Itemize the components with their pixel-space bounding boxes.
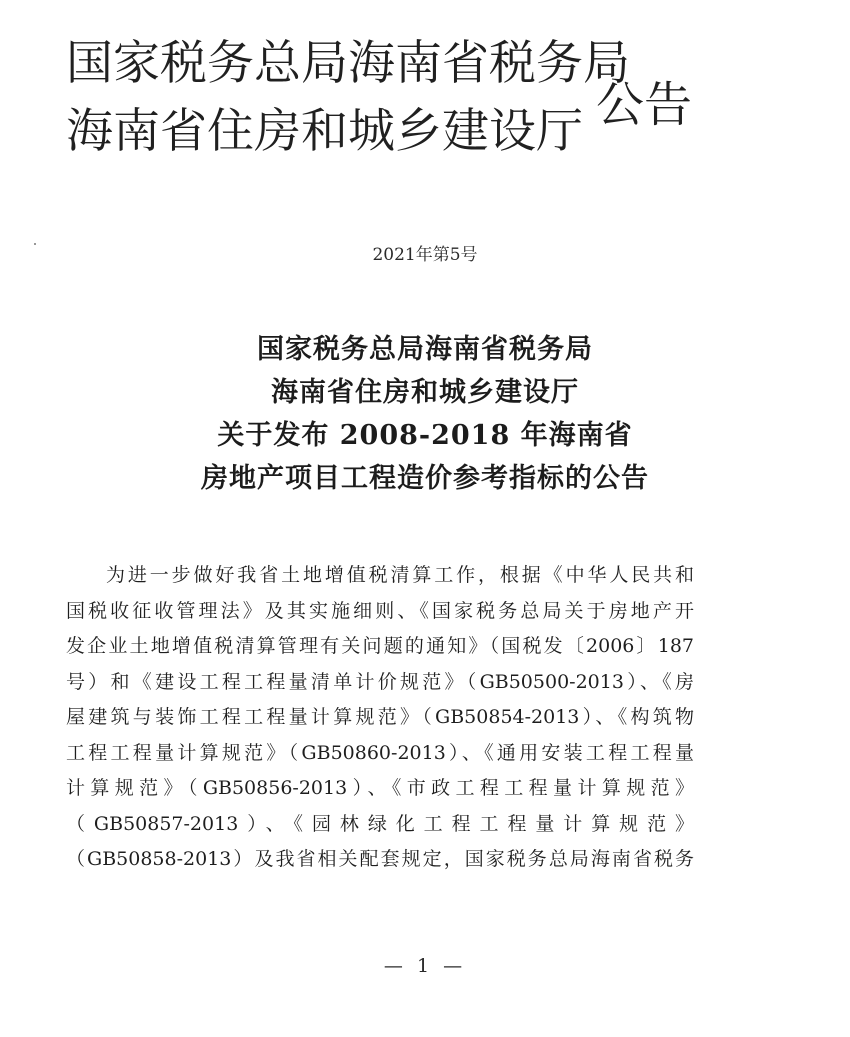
body-line: 发企业土地增值税清算管理有关问题的通知》（国税发〔2006〕187 (66, 635, 694, 657)
title-line: 房地产项目工程造价参考指标的公告 (201, 463, 649, 494)
agency-tax-bureau: 国家税务总局海南省税务局 (66, 36, 630, 91)
body-line: 号）和《建设工程工程量清单计价规范》（GB50500-2013）、《房 (66, 670, 694, 693)
body-line: 工程工程量计算规范》（GB50860-2013）、《通用安装工程工程量 (66, 741, 694, 764)
title-line: 关于发布 2008-2018 年海南省 (217, 420, 633, 451)
body-line: 国税收征收管理法》及其实施细则、《国家税务总局关于房地产开 (66, 599, 694, 622)
agency-housing-department: 海南省住房和城乡建设厅 (66, 104, 583, 159)
body-line: 为进一步做好我省土地增值税清算工作，根据《中华人民共和 (106, 564, 694, 586)
title-line: 海南省住房和城乡建设厅 (271, 377, 579, 408)
body-line: （GB50858-2013）及我省相关配套规定，国家税务总局海南省税务 (66, 848, 694, 870)
body-paragraph (66, 558, 694, 878)
body-line: （GB50857-2013）、《园林绿化工程工程量计算规范》 (66, 812, 694, 835)
page-number: — 1 — (383, 955, 467, 977)
issuing-agencies (66, 30, 630, 166)
body-line: 屋建筑与装饰工程工程量计算规范》（GB50854-2013）、《构筑物 (66, 706, 694, 728)
title-line: 国家税务总局海南省税务局 (257, 334, 593, 365)
document-title (0, 328, 850, 500)
notice-label: 公告 (596, 77, 693, 133)
body-line: 计算规范》（GB50856-2013）、《市政工程工程量计算规范》 (66, 777, 694, 799)
document-number: 2021年第5号 (372, 245, 478, 265)
